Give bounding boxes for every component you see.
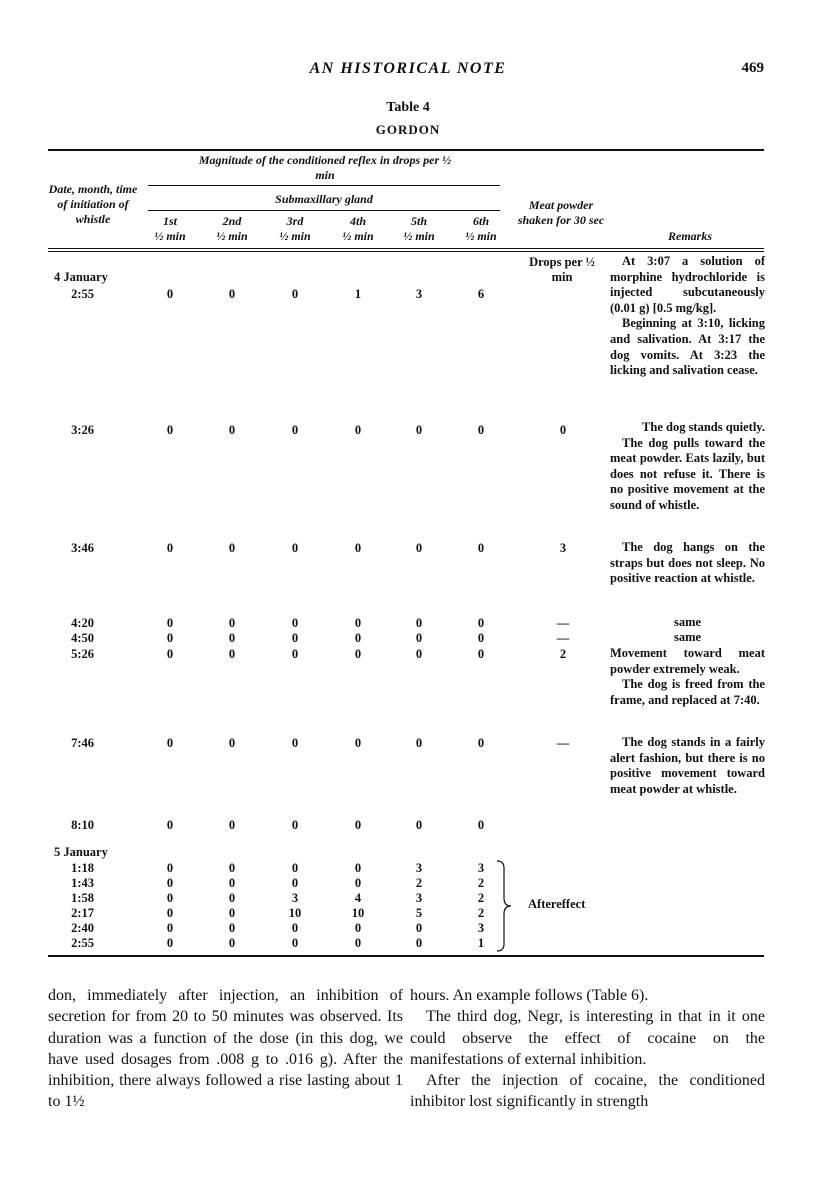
cell-interval-2: 0	[228, 736, 236, 750]
cell-interval-5: 0	[415, 631, 423, 645]
row-time: 2:40	[71, 921, 94, 935]
row-time: 2:55	[71, 287, 94, 301]
cell-interval-6: 1	[477, 936, 485, 950]
cell-interval-4: 4	[354, 891, 362, 905]
row-time: 7:46	[71, 736, 94, 750]
row-time: 3:26	[71, 423, 94, 437]
header-interval-3: 3rd ½ min	[279, 214, 311, 243]
table-bottom-rule	[48, 955, 764, 957]
row-time: 1:18	[71, 861, 94, 875]
row-time: 2:17	[71, 906, 94, 920]
cell-meat-powder: 2	[559, 647, 567, 661]
cell-interval-2: 0	[228, 861, 236, 875]
cell-interval-5: 0	[415, 818, 423, 832]
row-time: 1:43	[71, 876, 94, 890]
remark-row-4: same	[673, 615, 702, 629]
cell-interval-5: 3	[415, 891, 423, 905]
cell-interval-1: 0	[166, 736, 174, 750]
cell-interval-2: 0	[228, 631, 236, 645]
header-bottom-rule-2	[48, 251, 764, 252]
cell-interval-3: 0	[291, 876, 299, 890]
header-interval-4: 4th ½ min	[342, 214, 374, 243]
cell-interval-6: 0	[477, 423, 485, 437]
magnitude-rule	[148, 185, 500, 186]
cell-interval-6: 6	[477, 287, 485, 301]
date-label-jan5: 5 January	[54, 845, 108, 859]
page-number: 469	[741, 60, 764, 76]
cell-interval-5: 3	[415, 861, 423, 875]
cell-interval-3: 10	[288, 906, 302, 920]
cell-interval-5: 3	[415, 287, 423, 301]
gland-rule	[148, 210, 500, 211]
cell-interval-5: 5	[415, 906, 423, 920]
header-interval-2: 2nd ½ min	[216, 214, 248, 243]
cell-interval-2: 0	[228, 891, 236, 905]
table-top-rule	[48, 149, 764, 151]
cell-interval-3: 0	[291, 861, 299, 875]
cell-meat-powder: 0	[559, 423, 567, 437]
cell-interval-5: 0	[415, 921, 423, 935]
cell-interval-1: 0	[166, 891, 174, 905]
cell-interval-6: 0	[477, 818, 485, 832]
body-text-left-column: don, immediately after injection, an inhibition of secretion for from 20 to 50 minutes was observed. Its duration was a function of the dose (in this dog, we have used dosages from .008 g to .016 g). After the inhibition, there always followed a rise lasting about 1 to 1½	[48, 987, 403, 1111]
cell-interval-5: 0	[415, 936, 423, 950]
cell-interval-4: 0	[354, 631, 362, 645]
cell-interval-4: 0	[354, 818, 362, 832]
running-head: AN HISTORICAL NOTE	[309, 60, 507, 77]
cell-interval-3: 0	[291, 287, 299, 301]
table-title: Table 4	[386, 100, 430, 115]
cell-interval-3: 0	[291, 631, 299, 645]
cell-interval-5: 0	[415, 423, 423, 437]
cell-interval-4: 0	[354, 921, 362, 935]
cell-interval-1: 0	[166, 541, 174, 555]
cell-interval-4: 0	[354, 541, 362, 555]
header-interval-1: 1st ½ min	[154, 214, 186, 243]
cell-interval-6: 0	[477, 616, 485, 630]
cell-interval-6: 0	[477, 631, 485, 645]
cell-interval-4: 0	[354, 647, 362, 661]
cell-interval-6: 2	[477, 891, 485, 905]
remark-row-1: At 3:07 a solution of morphine hydrochloride is injected subcutaneously (0.01 g) [0.5 mg/kg]. Beginning at 3:10, licking and salivation. At 3:17 the dog vomits. At 3:23 the licking and salivation cease.	[610, 254, 765, 378]
header-remarks: Remarks	[667, 229, 712, 243]
cell-interval-5: 0	[415, 736, 423, 750]
cell-interval-3: 0	[291, 921, 299, 935]
cell-interval-1: 0	[166, 631, 174, 645]
cell-interval-4: 0	[354, 876, 362, 890]
row-time: 1:58	[71, 891, 94, 905]
cell-interval-6: 2	[477, 876, 485, 890]
header-magnitude: Magnitude of the conditioned reflex in drops per ½ min	[198, 153, 452, 182]
cell-interval-1: 0	[166, 936, 174, 950]
cell-interval-2: 0	[228, 541, 236, 555]
cell-interval-2: 0	[228, 647, 236, 661]
cell-interval-5: 0	[415, 647, 423, 661]
drops-per-note: Drops per ½ min	[529, 255, 595, 284]
cell-interval-2: 0	[228, 818, 236, 832]
cell-interval-1: 0	[166, 906, 174, 920]
row-time: 2:55	[71, 936, 94, 950]
cell-interval-1: 0	[166, 647, 174, 661]
header-interval-6: 6th ½ min	[465, 214, 497, 243]
header-meat: Meat powder shaken for 30 sec	[517, 198, 605, 227]
cell-interval-3: 0	[291, 736, 299, 750]
row-time: 8:10	[71, 818, 94, 832]
cell-interval-1: 0	[166, 616, 174, 630]
row-time: 3:46	[71, 541, 94, 555]
cell-interval-3: 0	[291, 541, 299, 555]
cell-interval-5: 2	[415, 876, 423, 890]
cell-interval-3: 0	[291, 936, 299, 950]
header-bottom-rule-1	[48, 248, 764, 249]
cell-interval-3: 0	[291, 818, 299, 832]
cell-interval-6: 0	[477, 736, 485, 750]
cell-interval-3: 0	[291, 616, 299, 630]
cell-interval-2: 0	[228, 876, 236, 890]
cell-interval-2: 0	[228, 906, 236, 920]
cell-interval-6: 0	[477, 647, 485, 661]
cell-interval-4: 0	[354, 736, 362, 750]
cell-interval-6: 3	[477, 861, 485, 875]
cell-interval-1: 0	[166, 423, 174, 437]
cell-interval-3: 3	[291, 891, 299, 905]
cell-interval-1: 0	[166, 876, 174, 890]
cell-interval-4: 0	[354, 936, 362, 950]
cell-interval-1: 0	[166, 818, 174, 832]
cell-interval-4: 0	[354, 423, 362, 437]
cell-interval-6: 3	[477, 921, 485, 935]
cell-meat-powder: —	[556, 616, 570, 630]
remark-row-5: same	[673, 630, 702, 644]
row-time: 5:26	[71, 647, 94, 661]
header-interval-5: 5th ½ min	[403, 214, 435, 243]
cell-interval-2: 0	[228, 423, 236, 437]
aftereffect-label: Aftereffect	[528, 897, 586, 911]
cell-interval-2: 0	[228, 616, 236, 630]
cell-interval-3: 0	[291, 423, 299, 437]
cell-interval-4: 0	[354, 616, 362, 630]
cell-interval-5: 0	[415, 616, 423, 630]
remark-row-6: Movement toward meat powder extremely weak. The dog is freed from the frame, and replaced at 7:40.	[610, 646, 765, 707]
cell-interval-4: 1	[354, 287, 362, 301]
table-subtitle: GORDON	[375, 122, 441, 137]
cell-interval-5: 0	[415, 541, 423, 555]
header-gland: Submaxillary gland	[275, 192, 373, 206]
cell-meat-powder: —	[556, 631, 570, 645]
cell-meat-powder: 3	[559, 541, 567, 555]
body-text-right-column: hours. An example follows (Table 6). The third dog, Negr, is interesting in that in it one could observe the effect of cocaine on the manifestations of external inhibition. After the injection of cocaine, the conditioned inhibitor lost significantly in strength	[410, 987, 765, 1111]
remark-row-2: The dog stands quietly. The dog pulls toward the meat powder. Eats lazily, but does not refuse it. There is no positive movement at the sound of whistle.	[610, 420, 765, 512]
cell-interval-4: 10	[351, 906, 365, 920]
cell-interval-1: 0	[166, 921, 174, 935]
remark-row-3: The dog hangs on the straps but does not sleep. No positive reaction at whistle.	[610, 540, 765, 586]
cell-interval-2: 0	[228, 921, 236, 935]
cell-interval-3: 0	[291, 647, 299, 661]
aftereffect-brace	[495, 860, 515, 952]
date-label-jan4: 4 January	[54, 270, 108, 284]
remark-row-7: The dog stands in a fairly alert fashion, but there is no positive movement toward meat powder at whistle.	[610, 735, 765, 796]
cell-meat-powder: —	[556, 736, 570, 750]
cell-interval-4: 0	[354, 861, 362, 875]
cell-interval-2: 0	[228, 936, 236, 950]
row-time: 4:20	[71, 616, 94, 630]
cell-interval-6: 2	[477, 906, 485, 920]
cell-interval-2: 0	[228, 287, 236, 301]
row-time: 4:50	[71, 631, 94, 645]
cell-interval-1: 0	[166, 287, 174, 301]
header-date-col: Date, month, time of initiation of whistle	[48, 182, 138, 226]
cell-interval-1: 0	[166, 861, 174, 875]
cell-interval-6: 0	[477, 541, 485, 555]
